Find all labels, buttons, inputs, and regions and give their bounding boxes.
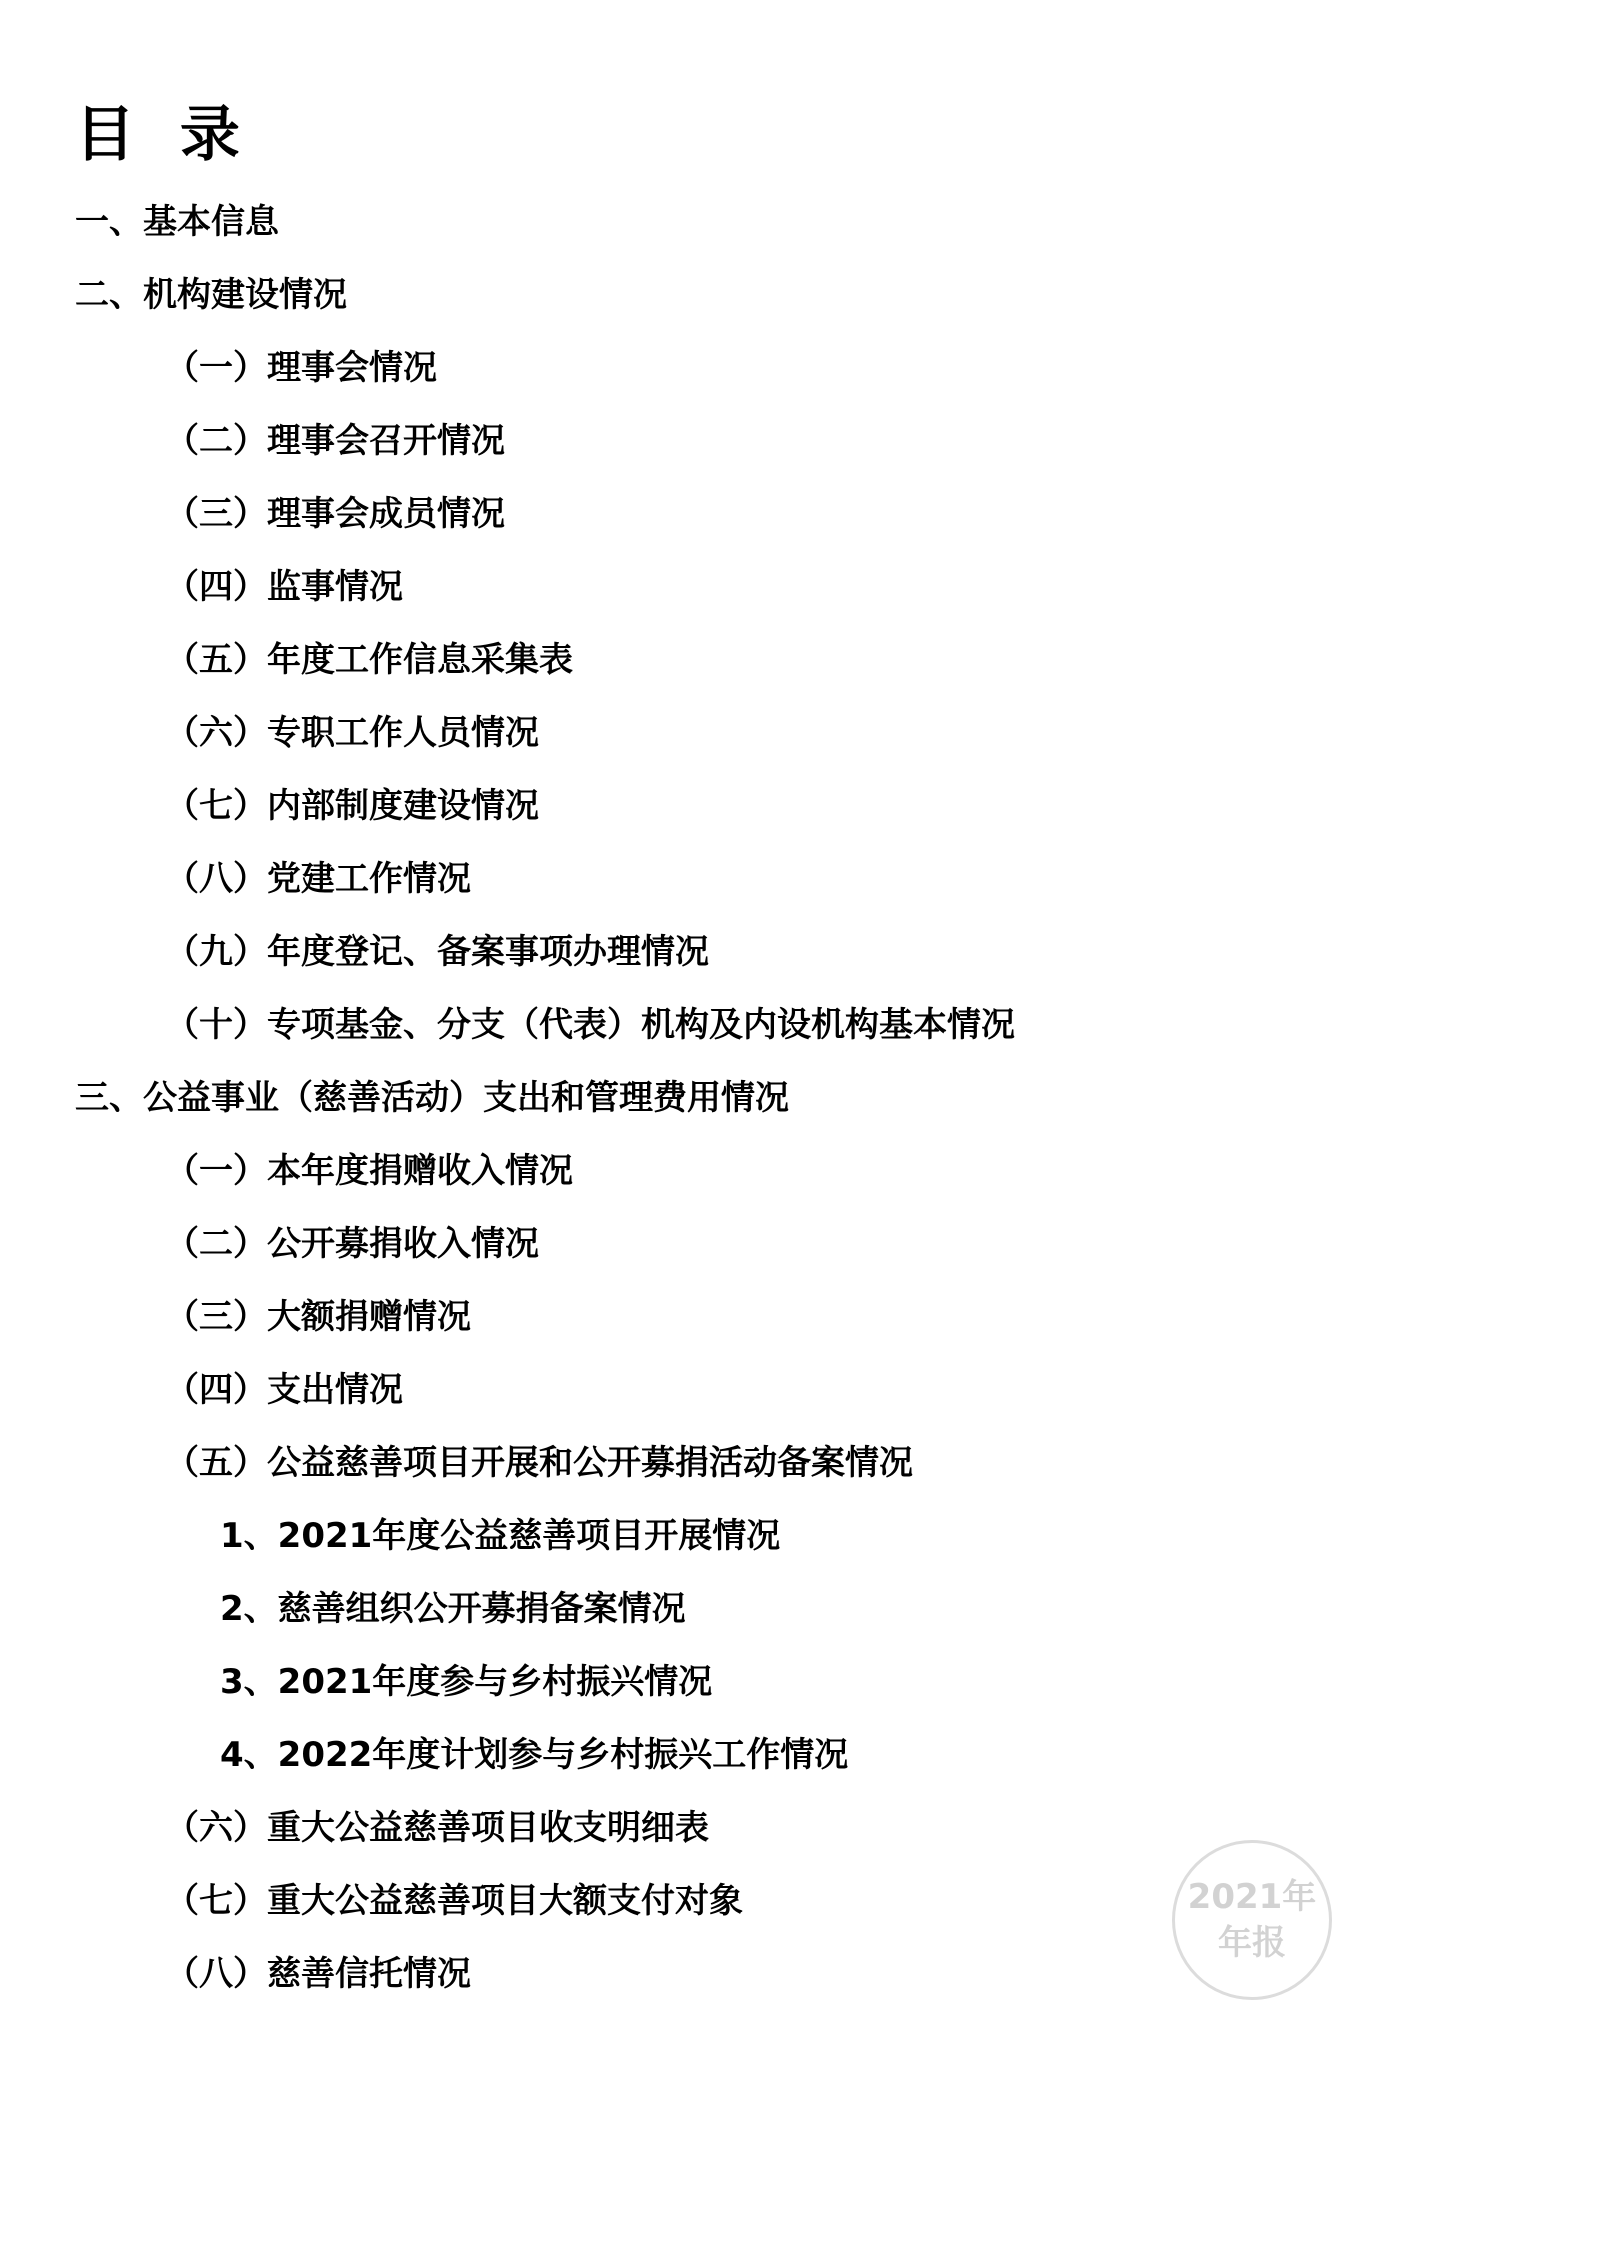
toc-item: 2、慈善组织公开募捐备案情况 <box>220 1589 686 1629</box>
toc-item: （十）专项基金、分支（代表）机构及内设机构基本情况 <box>165 1005 1015 1045</box>
toc-item: 3、2021年度参与乡村振兴情况 <box>220 1662 713 1702</box>
toc-item: （八）党建工作情况 <box>165 859 471 899</box>
toc-item: 1、2021年度公益慈善项目开展情况 <box>220 1516 781 1556</box>
toc-item: （四）监事情况 <box>165 567 403 607</box>
toc-item: （七）重大公益慈善项目大额支付对象 <box>165 1881 743 1921</box>
toc-title: 目 录 <box>75 100 252 170</box>
toc-item: （五）年度工作信息采集表 <box>165 640 573 680</box>
toc-item: （六）专职工作人员情况 <box>165 713 539 753</box>
stamp-line-label: 年报 <box>1218 1923 1286 1963</box>
toc-item: （六）重大公益慈善项目收支明细表 <box>165 1808 709 1848</box>
toc-item: （七）内部制度建设情况 <box>165 786 539 826</box>
toc-item: （二）公开募捐收入情况 <box>165 1224 539 1264</box>
toc-item: 三、公益事业（慈善活动）支出和管理费用情况 <box>75 1078 789 1118</box>
toc-item: （八）慈善信托情况 <box>165 1954 471 1994</box>
toc-item: （一）理事会情况 <box>165 348 437 388</box>
toc-item: 4、2022年度计划参与乡村振兴工作情况 <box>220 1735 849 1775</box>
toc-item: （二）理事会召开情况 <box>165 421 505 461</box>
toc-item: （五）公益慈善项目开展和公开募捐活动备案情况 <box>165 1443 913 1483</box>
stamp-line-year: 2021年 <box>1187 1877 1317 1917</box>
toc-item: （一）本年度捐赠收入情况 <box>165 1151 573 1191</box>
toc-item: （九）年度登记、备案事项办理情况 <box>165 932 709 972</box>
toc-item: （三）大额捐赠情况 <box>165 1297 471 1337</box>
toc-item: （四）支出情况 <box>165 1370 403 1410</box>
toc-item: （三）理事会成员情况 <box>165 494 505 534</box>
toc-item: 二、机构建设情况 <box>75 275 347 315</box>
annual-report-stamp <box>1172 1840 1332 2000</box>
toc-item: 一、基本信息 <box>75 202 279 242</box>
